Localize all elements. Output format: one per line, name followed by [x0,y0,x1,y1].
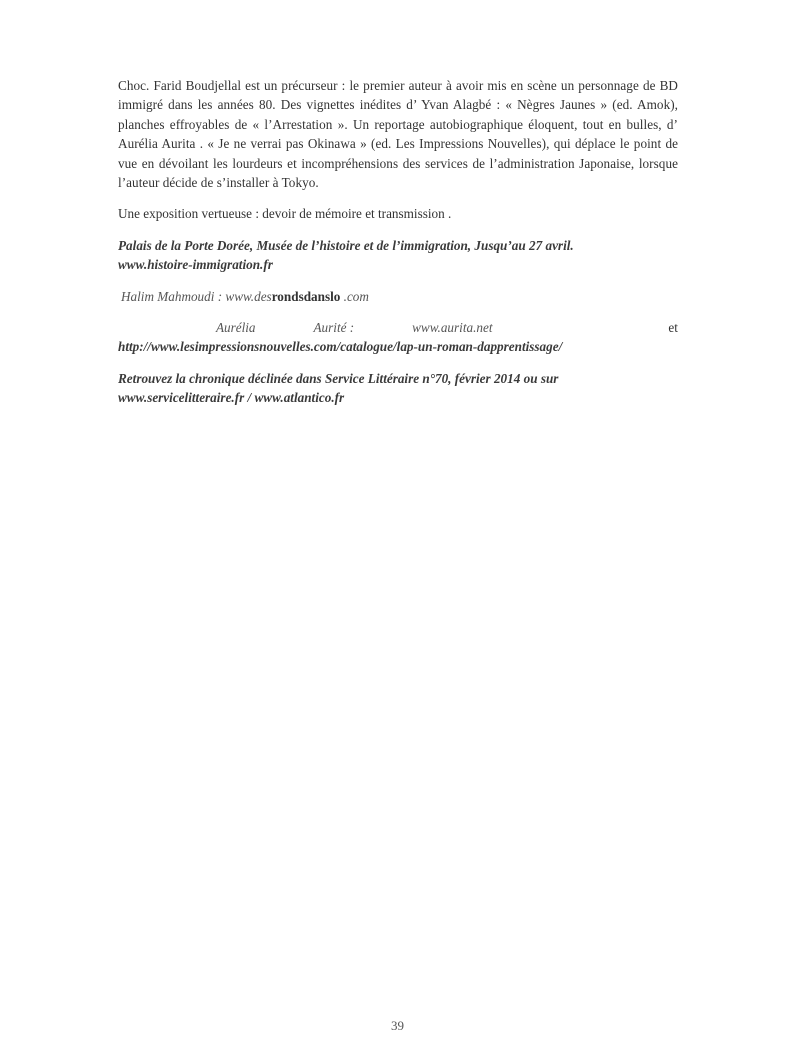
retrouvez-info [118,369,678,408]
halim-suffix: .com [343,288,369,304]
halim-label: Halim Mahmoudi : www.des [121,288,272,304]
aurelia-label-last: Aurité : [313,320,355,336]
aurelia-label-first: Aurélia [215,320,256,336]
aurelia-line [118,318,678,337]
aurelia-url-link[interactable]: www.aurita.net [412,320,493,336]
paragraph-spacer [118,306,678,318]
paragraph-spacer [118,275,678,287]
document-body [118,76,678,408]
halim-credit [118,287,678,306]
paragraph-spacer [118,224,678,236]
venue-text: Palais de la Porte Dorée, Musée de l’histoire et de l’immigration, Jusqu’au 27 avril. [118,237,574,253]
retrouvez-text: Retrouvez la chronique déclinée dans Service Littéraire n°70, février 2014 ou sur [118,370,559,386]
paragraph-summary: Une exposition vertueuse : devoir de mémoire et transmission . [118,206,452,222]
spacer [118,318,158,337]
aurelia-url2-link[interactable]: http://www.lesimpressionsnouvelles.com/catalogue/lap-un-roman-dapprentissage/ [118,339,563,355]
spacer [550,318,610,337]
aurelia-et: et [668,320,678,336]
retrouvez-urls-link[interactable]: www.servicelitteraire.fr / www.atlantico.fr [118,390,345,406]
paragraph-exhibition-description: Choc. Farid Boudjellal est un précurseur : le premier auteur à avoir mis en scène un personnage de BD immigré dans les années 80. Des vignettes inédites d’ Yvan Alagbé : « Nègres Jaunes » (ed. Amok), planches effroyables de « l’Arrestation ». Un reportage autobiographique éloquent, tout en bulles, d’ Aurélia Aurita . « Je ne verrai pas Okinawa » (ed. Les Impressions Nouvelles), qui déplace le point de vue en dévoilant les lourdeurs et incompréhensions des services de l’administration Japonaise, lorsque l’auteur décide de s’installer à Tokyo. [118,78,678,191]
page-number: 39 [391,1018,404,1033]
venue-info [118,236,678,275]
halim-bold-part[interactable]: rondsdanslo [271,288,341,304]
paragraph-spacer [118,357,678,369]
paragraph-spacer [118,192,678,204]
aurelia-credit [118,318,678,357]
venue-url-link[interactable]: www.histoire-immigration.fr [118,257,273,273]
